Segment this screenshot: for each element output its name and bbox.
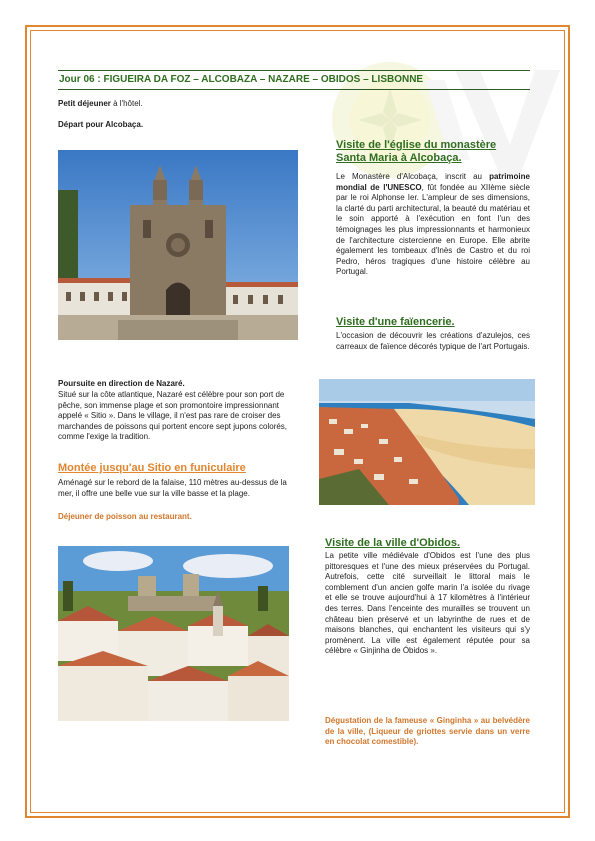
lunch-note: Déjeuner de poisson au restaurant.: [58, 512, 192, 521]
unesco-label: patrimoine mondial de l'UNESCO: [336, 172, 530, 192]
monastery-description: [336, 172, 530, 278]
monastery-title: [336, 139, 529, 165]
day-header: [58, 70, 530, 90]
alcobaca-monastery-photo: [58, 150, 298, 340]
breakfast-label: Petit déjeuner: [58, 99, 111, 108]
nazare-beach-photo: [319, 379, 535, 505]
obidos-town-photo: [58, 546, 289, 721]
monastery-text-a: Le Monastère d'Alcobaça, inscrit au: [336, 172, 490, 181]
obidos-title: Visite de la ville d'Obidos.: [325, 537, 461, 549]
monastery-title-line1: Visite de l'église du monastère: [336, 139, 497, 151]
funicular-title: Montée jusqu'au Sitio en funiculaire: [58, 462, 246, 474]
monastery-title-line2: Santa Maria à Alcobaça.: [336, 152, 462, 164]
monastery-text-b: , fût fondée au XIIème siècle par le roi Alphonse Ier. L'ampleur de ses dimensions, la clarté du parti architectural, la beauté du matériau et le soin apporté à l'exécution en font l'un des témoignages les plus impressionnants et harmonieux de l'architecture cistercienne en Europe. Elle abrite également les tombeaux d'Inès de Castro et du roi Pedro, héros tragiques d'une histoire célèbre au Portugal.: [336, 182, 530, 277]
ginginha-tasting-note: Dégustation de la fameuse « Ginginha » au belvédère de la ville, (Liqueur de griottes servie dans un verre en chocolat comestible).: [325, 716, 530, 747]
nazare-heading: Poursuite en direction de Nazaré.: [58, 379, 185, 388]
day-title: Jour 06 : FIGUEIRA DA FOZ – ALCOBAZA – NAZARE – OBIDOS – LISBONNE: [59, 74, 424, 85]
faiencerie-title: Visite d'une faïencerie.: [336, 316, 455, 328]
breakfast-rest: à l'hôtel.: [110, 99, 143, 108]
obidos-description: La petite ville médiévale d'Obidos est l'une des plus pittoresques et l'une des mieux préservées du Portugal. Autrefois, cette cité surveillait le littoral mais le comblement d'un ancien golfe marin l'a isolée du rivage et elle se trouve aujourd'hui à 17 kilomètres à l'intérieur des terres. Dans l'enceinte des murailles se trouvent un château bien préservé et un labyrinthe de rues et de maisons blanches, qui enchantent les visiteurs qui s'y promènent. La ville est également réputée pour sa célèbre « Ginjinha de Óbidos ».: [325, 551, 530, 656]
funicular-description: Aménagé sur le rebord de la falaise, 110 mètres au-dessus de la mer, il offre une belle vue sur la ville basse et la plage.: [58, 478, 287, 498]
breakfast-line: [58, 99, 318, 110]
departure-line: Départ pour Alcobaça.: [58, 120, 144, 129]
nazare-description: Situé sur la côte atlantique, Nazaré est célèbre pour son port de pêche, son immense plage et son promontoire impressionnant appelé « Sitio ». Dans le village, il n'est pas rare de croiser des marchandes de poissons qui portent encore sept jupons colorés, comme l'exige la tradition.: [58, 390, 288, 442]
faiencerie-description: L'occasion de découvrir les créations d'azulejos, ces carreaux de faïence décorés typique de l'art Portugais.: [336, 331, 530, 351]
